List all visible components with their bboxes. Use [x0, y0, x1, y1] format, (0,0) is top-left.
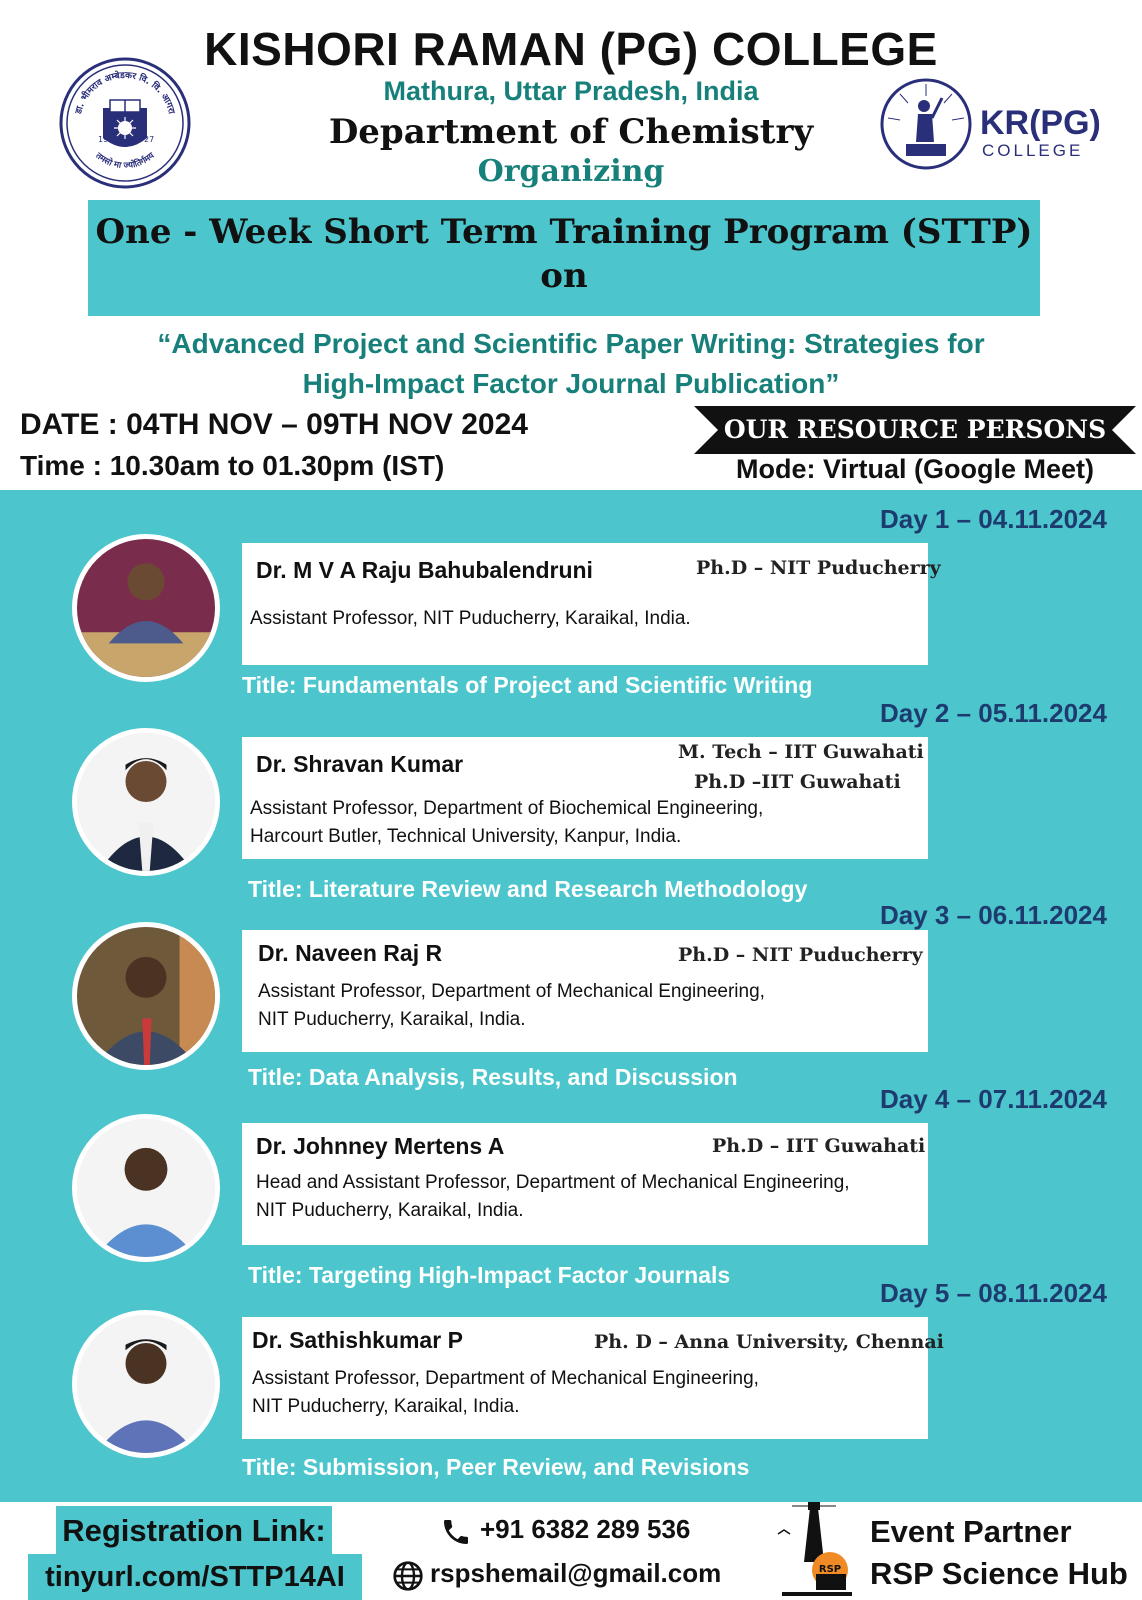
program-title-box — [88, 200, 1040, 316]
speaker-1-affiliation: Assistant Professor, NIT Puducherry, Karaikal, India. — [250, 608, 691, 629]
event-partner-name: RSP Science Hub — [870, 1556, 1128, 1591]
event-partner-label: Event Partner — [870, 1514, 1072, 1549]
topic-line-1: “Advanced Project and Scientific Paper Writing: Strategies for — [157, 328, 985, 359]
registration-label: Registration Link: — [56, 1506, 332, 1556]
seal-year-a: 19 — [98, 135, 109, 144]
speaker-5-affiliation-line-2: NIT Puducherry, Karaikal, India. — [252, 1396, 520, 1417]
topic-line-2: High-Impact Factor Journal Publication” — [302, 368, 840, 399]
program-mode: Mode: Virtual (Google Meet) — [735, 454, 1094, 484]
speaker-2-photo — [72, 728, 220, 876]
logo-kr-text: KR(PG) — [980, 104, 1101, 142]
rsp-lighthouse-logo — [772, 1500, 862, 1600]
college-location: Mathura, Uttar Pradesh, India — [383, 76, 759, 106]
speaker-5-photo — [72, 1310, 220, 1458]
registration-link[interactable]: tinyurl.com/STTP14AI — [28, 1554, 362, 1600]
session-4-day: Day 4 – 07.11.2024 — [880, 1084, 1107, 1114]
speaker-5-affiliation — [252, 1365, 759, 1421]
speaker-1-degree: Ph.D – NIT Puducherry — [696, 557, 941, 579]
program-time: Time : 10.30am to 01.30pm (IST) — [20, 450, 445, 481]
program-on: on — [540, 256, 588, 296]
session-4-title: Title: Targeting High-Impact Factor Journals — [248, 1262, 731, 1288]
seal-year-b: 27 — [144, 135, 155, 144]
speaker-4-name: Dr. Johnney Mertens A — [256, 1133, 505, 1159]
speaker-2-name: Dr. Shravan Kumar — [256, 751, 464, 777]
session-3-title: Title: Data Analysis, Results, and Discussion — [248, 1064, 738, 1090]
speaker-3-affiliation — [258, 978, 765, 1034]
speaker-3-affiliation-line-1: Assistant Professor, Department of Mechanical Engineering, — [258, 981, 765, 1002]
speaker-4-affiliation-line-1: Head and Assistant Professor, Department of Mechanical Engineering, — [256, 1172, 850, 1193]
speaker-4-photo — [72, 1114, 220, 1262]
speaker-2-card — [242, 737, 928, 859]
department-name: Department of Chemistry — [328, 112, 814, 152]
speaker-3-card — [242, 930, 928, 1052]
resource-persons-heading: OUR RESOURCE PERSONS — [723, 415, 1107, 444]
globe-icon — [392, 1560, 424, 1592]
speaker-5-name: Dr. Sathishkumar P — [252, 1327, 463, 1353]
speaker-4-card — [242, 1123, 928, 1245]
logo-college-text: COLLEGE — [982, 141, 1084, 160]
speaker-4-affiliation — [256, 1169, 850, 1225]
university-seal-logo — [58, 56, 192, 190]
phone-icon — [440, 1516, 472, 1548]
program-title: One - Week Short Term Training Program (STTP) — [95, 212, 1033, 252]
session-1-title: Title: Fundamentals of Project and Scientific Writing — [242, 672, 813, 698]
speaker-4-degree: Ph.D – IIT Guwahati — [712, 1135, 926, 1157]
speaker-1-photo — [72, 534, 220, 682]
speaker-3-name: Dr. Naveen Raj R — [258, 940, 443, 966]
session-5-title: Title: Submission, Peer Review, and Revisions — [242, 1454, 750, 1480]
speaker-1-name: Dr. M V A Raju Bahubalendruni — [256, 557, 593, 583]
session-2-day: Day 2 – 05.11.2024 — [880, 698, 1107, 728]
speaker-2-degree-2: Ph.D –IIT Guwahati — [694, 771, 901, 793]
speaker-2-affiliation-line-2: Harcourt Butler, Technical University, Kanpur, India. — [250, 826, 682, 847]
contact-phone[interactable]: +91 6382 289 536 — [480, 1514, 691, 1544]
speaker-5-card — [242, 1317, 944, 1439]
kr-college-logo — [880, 76, 1110, 172]
college-name: KISHORI RAMAN (PG) COLLEGE — [204, 23, 938, 75]
session-1-day: Day 1 – 04.11.2024 — [880, 504, 1107, 534]
speaker-5-affiliation-line-1: Assistant Professor, Department of Mechanical Engineering, — [252, 1368, 759, 1389]
speaker-4-affiliation-line-2: NIT Puducherry, Karaikal, India. — [256, 1200, 524, 1221]
speaker-2-degree-1: M. Tech – IIT Guwahati — [678, 741, 924, 763]
contact-email[interactable]: rspshemail@gmail.com — [430, 1558, 722, 1588]
speaker-2-affiliation — [250, 795, 763, 851]
program-date: DATE : 04TH NOV – 09TH NOV 2024 — [20, 408, 528, 441]
program-topic — [60, 324, 1082, 404]
session-5-day: Day 5 – 08.11.2024 — [880, 1278, 1107, 1308]
speaker-2-affiliation-line-1: Assistant Professor, Department of Biochemical Engineering, — [250, 798, 764, 819]
speaker-3-photo — [72, 922, 220, 1070]
speaker-1-card — [242, 543, 941, 665]
session-3-day: Day 3 – 06.11.2024 — [880, 900, 1107, 930]
seal-motto-text: तमसो मा ज्योतिर्गमय — [93, 150, 157, 172]
speaker-3-degree: Ph.D – NIT Puducherry — [678, 944, 923, 966]
session-2-title: Title: Literature Review and Research Methodology — [248, 876, 808, 902]
organizing-label: Organizing — [477, 154, 665, 189]
speaker-3-affiliation-line-2: NIT Puducherry, Karaikal, India. — [258, 1009, 526, 1030]
seal-top-text: डा. भीमराव अम्बेडकर वि. वि. आगरा — [73, 70, 177, 116]
speaker-5-degree: Ph. D – Anna University, Chennai — [594, 1331, 944, 1353]
rsp-logo-text: RSP — [818, 1564, 842, 1575]
